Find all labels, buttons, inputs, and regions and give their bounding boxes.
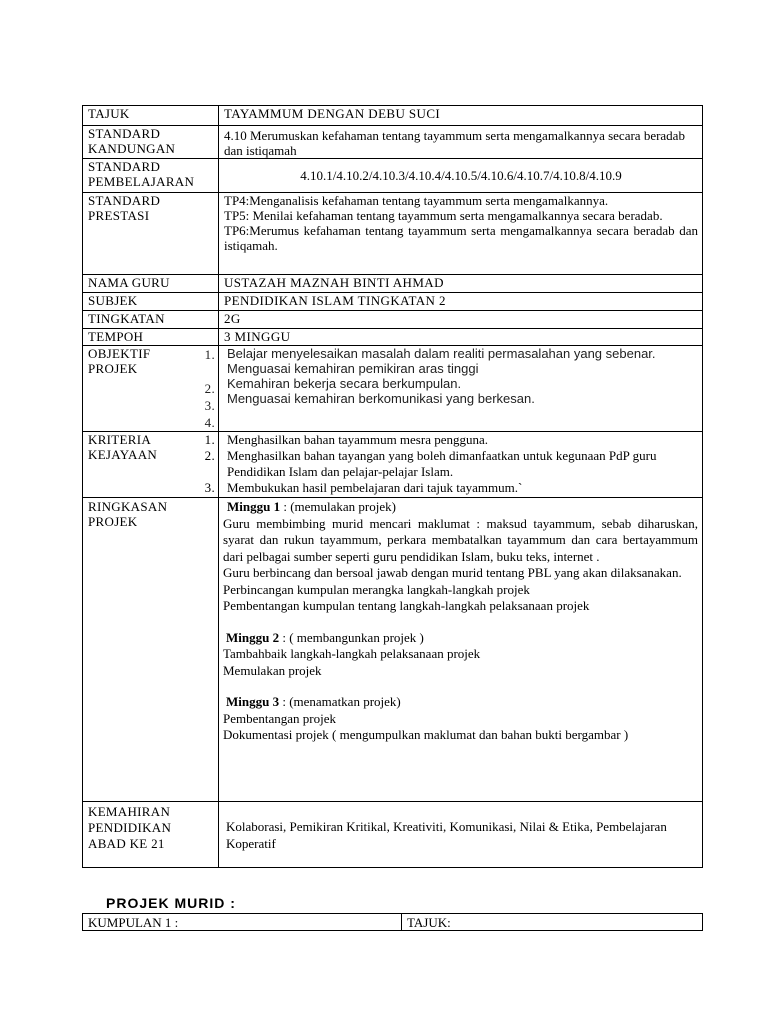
minggu-1-heading	[223, 499, 698, 516]
minggu-3-line: Dokumentasi projek ( mengumpulkan maklumat dan bahan bukti bergambar )	[223, 727, 629, 742]
tp6-text: TP6:Merumus kefahaman tentang tayammum serta mengamalkannya secara beradab dan istiqamah.	[224, 223, 698, 253]
label-line: KANDUNGAN	[88, 141, 176, 156]
minggu-1-line: Guru berbincang dan bersoal jawab dengan murid tentang PBL yang akan dilaksanakan.	[223, 565, 682, 580]
value-standard-prestasi	[219, 193, 703, 275]
minggu-2-line: Memulakan projek	[223, 662, 322, 678]
label-subjek: SUBJEK	[83, 293, 219, 311]
minggu-2-line: Tambahbaik langkah-langkah pelaksanaan projek	[223, 646, 481, 661]
minggu-3-line: Pembentangan projek	[223, 710, 336, 726]
label-kemahiran	[83, 802, 219, 868]
minggu-1-line: Pembentangan kumpulan tentang langkah-langkah pelaksanaan projek	[223, 598, 590, 613]
value-ringkasan	[219, 498, 703, 802]
value-tajuk: TAYAMMUM DENGAN DEBU SUCI	[219, 106, 703, 126]
num	[205, 363, 215, 380]
label-standard-pembelajaran	[83, 159, 219, 193]
minggu-3-title: Minggu 3	[226, 694, 280, 709]
label-nama-guru: NAMA GURU	[83, 275, 219, 293]
minggu-2-sub: : ( membangunkan projek )	[279, 629, 424, 645]
num: 2.	[204, 381, 215, 396]
kriteria-item: Menghasilkan bahan tayangan yang boleh dimanfaatkan untuk kegunaan PdP guru Pendidikan Islam dan pelajar-pelajar Islam.	[227, 448, 657, 479]
value-subjek: PENDIDIKAN ISLAM TINGKATAN 2	[219, 293, 703, 311]
label-line: STANDARD	[88, 126, 161, 141]
label-tajuk: TAJUK	[83, 106, 219, 126]
tajuk-cell: TAJUK:	[402, 914, 703, 931]
value-objektif	[219, 346, 703, 432]
row-standard-kandungan	[83, 126, 703, 159]
row-tajuk	[83, 106, 703, 126]
num: 4.	[204, 415, 215, 430]
label-line: PENDIDIKAN	[88, 820, 172, 835]
row-nama-guru	[83, 275, 703, 293]
row-tempoh	[83, 329, 703, 346]
kriteria-item: Membukukan hasil pembelajaran dari tajuk tayammum.`	[227, 480, 523, 495]
lesson-plan-table	[82, 105, 703, 868]
value-kriteria	[219, 432, 703, 498]
value-tempoh: 3 MINGGU	[219, 329, 703, 346]
label-wrap	[88, 346, 215, 430]
label-line: PROJEK	[88, 514, 138, 529]
value-nama-guru: USTAZAH MAZNAH BINTI AHMAD	[219, 275, 703, 293]
row-ringkasan	[83, 498, 703, 802]
kriteria-item: Menghasilkan bahan tayammum mesra pengguna.	[227, 432, 489, 447]
num: 1.	[204, 347, 215, 362]
label-tingkatan: TINGKATAN	[83, 311, 219, 329]
minggu-1-line: Perbincangan kumpulan merangka langkah-langkah projek	[223, 581, 530, 597]
label-tempoh: TEMPOH	[83, 329, 219, 346]
projek-murid-title: PROJEK MURID :	[106, 895, 236, 911]
projek-murid-row	[83, 914, 703, 931]
kriteria-numbers	[205, 432, 215, 496]
label-standard-prestasi	[83, 193, 219, 275]
value-kemahiran: Kolaborasi, Pemikiran Kritikal, Kreativiti, Komunikasi, Nilai & Etika, Pembelajaran Koperatif	[219, 802, 703, 868]
num: 2.	[204, 448, 215, 463]
objektif-item: Menguasai kemahiran pemikiran aras tinggi	[227, 361, 479, 376]
minggu-1-sub: : (memulakan projek)	[280, 499, 396, 514]
row-standard-prestasi	[83, 193, 703, 275]
value-tingkatan: 2G	[219, 311, 703, 329]
label-objektif	[83, 346, 219, 432]
tp5-text: TP5: Menilai kefahaman tentang tayammum serta mengamalkannya secara beradab.	[224, 208, 663, 223]
minggu-1-line: Guru membimbing murid mencari maklumat : maksud tayammum, sebab diharuskan, syarat dan rukun tayammum, perkara membatalkan tayammum dan cara bertayammum dari pelbagai sumber seperti guru pendidikan Islam, buku teks, internet .	[223, 515, 698, 564]
objektif-numbers	[205, 346, 215, 431]
num	[205, 464, 215, 480]
minggu-2-title: Minggu 2	[226, 629, 280, 645]
value-standard-kandungan: 4.10 Merumuskan kefahaman tentang tayammum serta mengamalkannya secara beradab dan istiqamah	[219, 126, 703, 159]
label-line: PRESTASI	[88, 208, 150, 223]
label-standard-kandungan	[83, 126, 219, 159]
minggu-1-title: Minggu 1	[227, 499, 281, 514]
num: 3.	[204, 398, 215, 413]
objektif-item: Menguasai kemahiran berkomunikasi yang berkesan.	[227, 391, 535, 406]
label-line: ABAD KE 21	[88, 836, 165, 851]
minggu-3-heading	[223, 694, 698, 711]
label-line: STANDARD	[88, 193, 161, 208]
num: 3.	[204, 480, 215, 495]
label-line: OBJEKTIF	[88, 346, 151, 361]
minggu-3-sub: : (menamatkan projek)	[279, 694, 401, 709]
label-kriteria	[83, 432, 219, 498]
row-objektif	[83, 346, 703, 432]
minggu-2-heading	[223, 630, 698, 647]
label-ringkasan	[83, 498, 219, 802]
row-kemahiran	[83, 802, 703, 868]
label-line: PROJEK	[88, 361, 138, 376]
objektif-item: Kemahiran bekerja secara berkumpulan.	[227, 376, 462, 391]
objektif-text: Belajar menyelesaikan masalah dalam realiti permasalahan yang sebenar.	[227, 346, 656, 361]
label-line: PEMBELAJARAN	[88, 174, 195, 189]
row-subjek	[83, 293, 703, 311]
projek-murid-table	[82, 913, 703, 931]
label-line: KEMAHIRAN	[88, 804, 171, 819]
kumpulan-cell: KUMPULAN 1 :	[83, 914, 402, 931]
label-line: KEJAYAAN	[88, 447, 158, 462]
objektif-item	[227, 346, 698, 361]
label-line: STANDARD	[88, 159, 161, 174]
label-line: KRITERIA	[88, 432, 152, 447]
label-line: RINGKASAN	[88, 499, 168, 514]
row-tingkatan	[83, 311, 703, 329]
label-wrap	[88, 432, 215, 495]
row-standard-pembelajaran	[83, 159, 703, 193]
tp4-text: TP4:Menganalisis kefahaman tentang tayammum serta mengamalkannya.	[224, 193, 609, 208]
row-kriteria	[83, 432, 703, 498]
num: 1.	[204, 432, 215, 447]
value-standard-pembelajaran: 4.10.1/4.10.2/4.10.3/4.10.4/4.10.5/4.10.6/4.10.7/4.10.8/4.10.9	[219, 159, 703, 193]
